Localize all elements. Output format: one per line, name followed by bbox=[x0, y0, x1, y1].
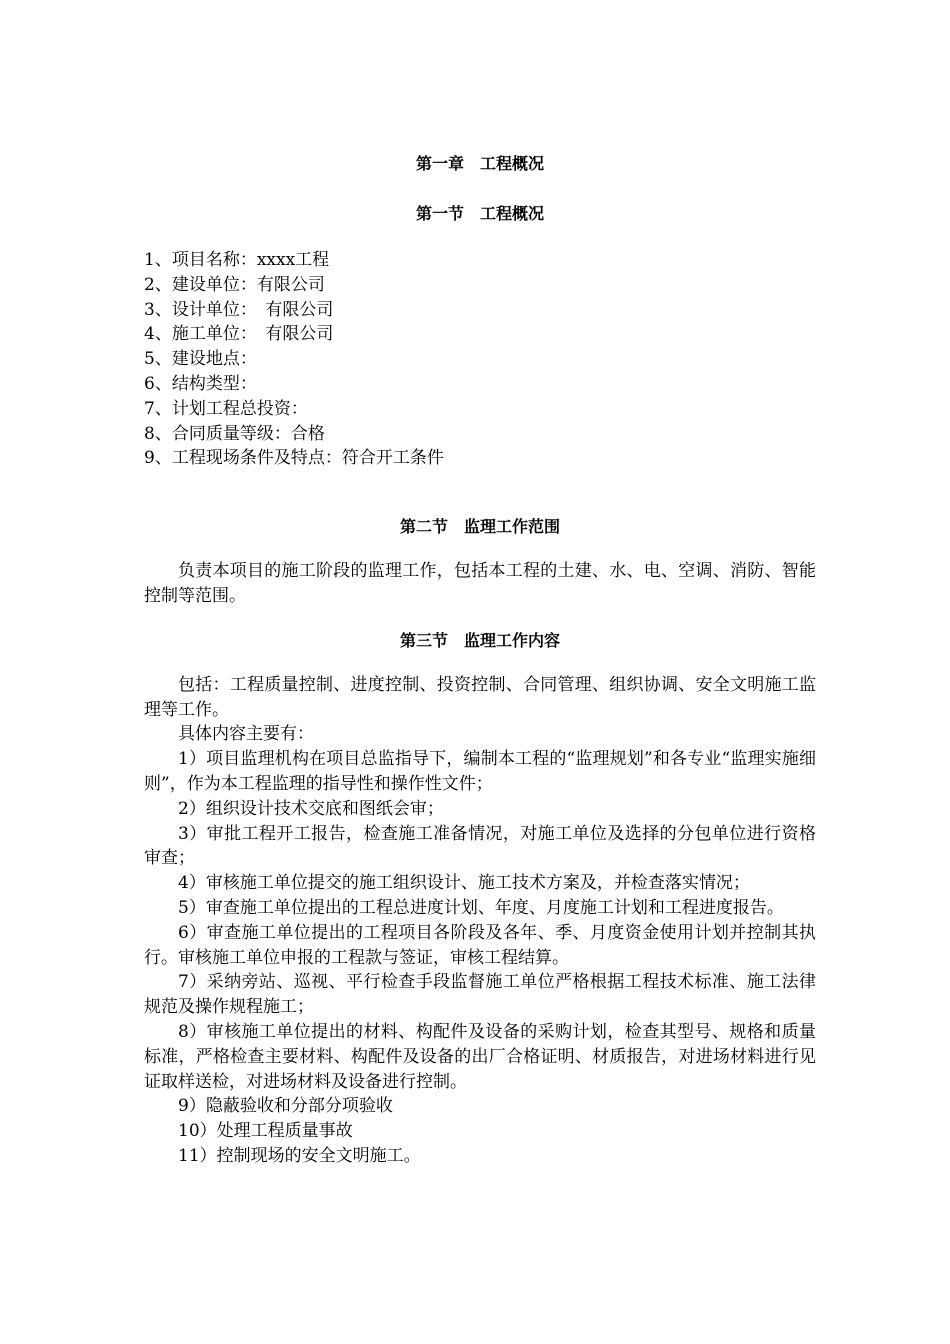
chapter-title: 第一章 工程概况 bbox=[415, 154, 544, 173]
section3-item: 11）控制现场的安全文明施工。 bbox=[178, 1145, 421, 1166]
section1-item: 4、施工单位： 有限公司 bbox=[144, 324, 334, 345]
section3-item: 4）审核施工单位提交的施工组织设计、施工技术方案及，并检查落实情况； bbox=[178, 873, 750, 894]
section3-title: 第三节 监理工作内容 bbox=[399, 630, 560, 650]
section2-title: 第二节 监理工作范围 bbox=[399, 517, 560, 537]
section3-item: 1）项目监理机构在项目总监指导下，编制本工程的“监理规划”和各专业“监理实施细则”，作为本工程监理的指导性和操作性文件； bbox=[144, 749, 816, 794]
section1-item-list bbox=[144, 248, 816, 471]
section1-title: 第一节 工程概况 bbox=[415, 204, 544, 223]
section1-item: 3、设计单位： 有限公司 bbox=[144, 299, 334, 320]
section3-item: 3）审批工程开工报告，检查施工准备情况，对施工单位及选择的分包单位进行资格审查； bbox=[144, 823, 816, 869]
section1-item: 8、合同质量等级：合格 bbox=[144, 423, 325, 444]
section1-item: 5、建设地点： bbox=[144, 349, 257, 370]
section3-item: 9）隐蔽验收和分部分项验收 bbox=[178, 1096, 393, 1117]
section1-item: 9、工程现场条件及特点：符合开工条件 bbox=[144, 448, 444, 469]
document-page bbox=[144, 140, 816, 1169]
section3-intro: 包括：工程质量控制、进度控制、投资控制、合同管理、组织协调、安全文明施工监理等工作。 bbox=[144, 674, 816, 720]
section3-lead: 具体内容主要有： bbox=[178, 724, 314, 745]
section3-item: 10）处理工程质量事故 bbox=[178, 1121, 353, 1142]
section3-item: 7）采纳旁站、巡视、平行检查手段监督施工单位严格根据工程技术标准、施工法律规范及操作规程施工； bbox=[144, 972, 816, 1018]
section3-item-list bbox=[144, 747, 816, 1169]
section1-item: 7、计划工程总投资： bbox=[144, 398, 308, 419]
section3-item: 8）审核施工单位提出的材料、构配件及设备的采购计划，检查其型号、规格和质量标准，严格检查主要材料、构配件及设备的出厂合格证明、材质报告，对进场材料进行见证取样送检，对进场材料及设备进行控制。 bbox=[144, 1021, 816, 1092]
section2-paragraph: 负责本项目的施工阶段的监理工作，包括本工程的土建、水、电、空调、消防、智能控制等范围。 bbox=[144, 561, 816, 606]
section3-item: 6）审查施工单位提出的工程项目各阶段及各年、季、月度资金使用计划并控制其执行。审核施工单位申报的工程款与签证，审核工程结算。 bbox=[144, 922, 816, 968]
section3-item: 2）组织设计技术交底和图纸会审； bbox=[178, 798, 444, 819]
section1-item: 6、结构类型： bbox=[144, 373, 257, 394]
section3-item: 5）审查施工单位提出的工程总进度计划、年度、月度施工计划和工程进度报告。 bbox=[178, 897, 784, 918]
section1-item: 2、建设单位：有限公司 bbox=[144, 274, 325, 295]
section1-item: 1、项目名称：xxxx工程 bbox=[144, 250, 330, 270]
